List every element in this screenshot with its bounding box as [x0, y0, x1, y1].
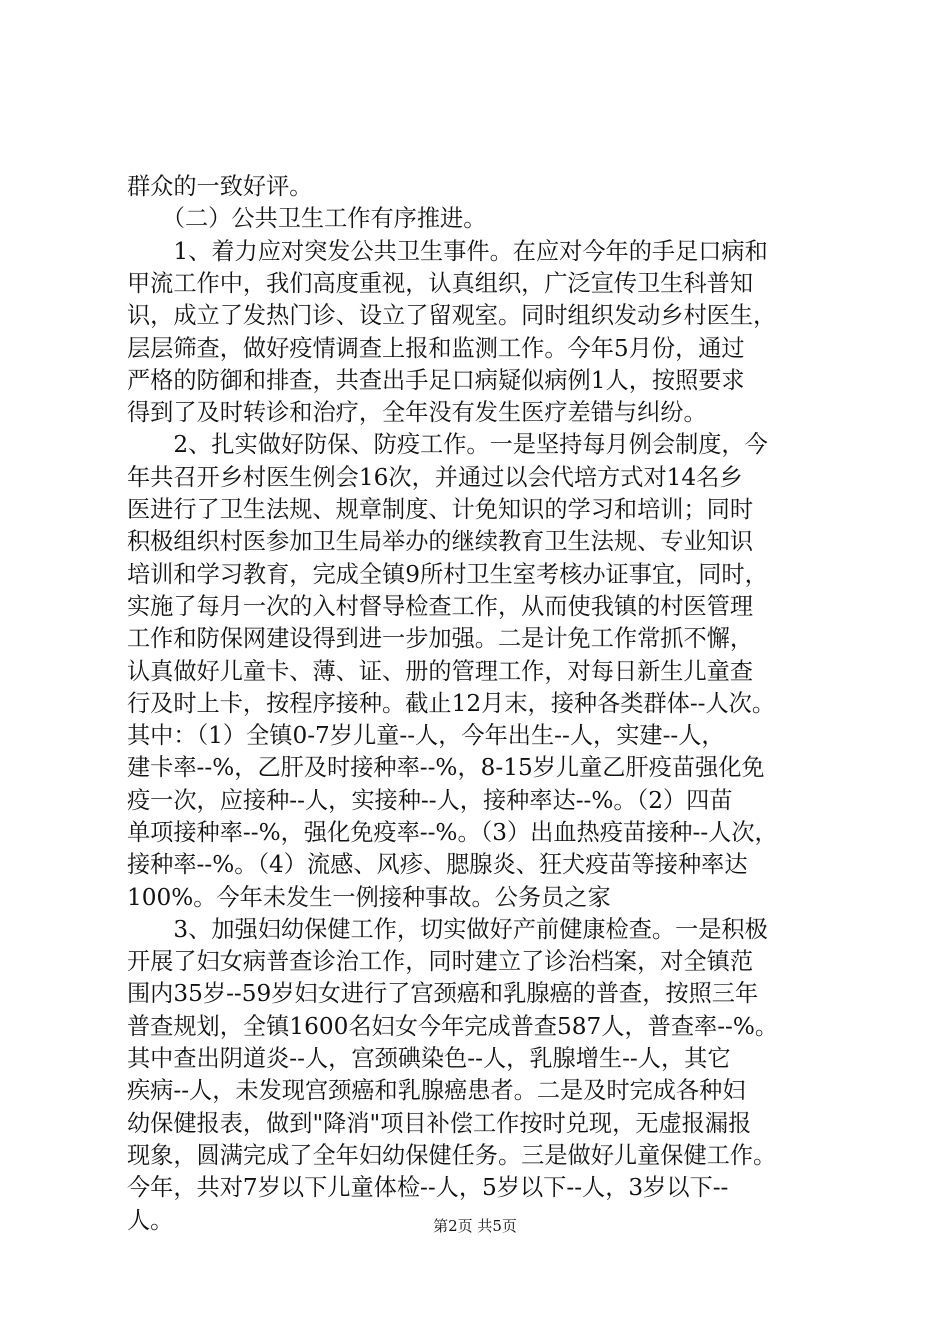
text-line: 医进行了卫生法规、规章制度、计免知识的学习和培训；同时 — [127, 496, 754, 523]
text-line: 建卡率--%，乙肝及时接种率--%，8-15岁儿童乙肝疫苗强化免 — [127, 754, 765, 781]
text-line: 其中：（1）全镇0-7岁儿童--人，今年出生--人，实建--人， — [127, 722, 725, 749]
page-footer: 第2页 共5页 — [433, 1217, 517, 1235]
text-line: 得到了及时转诊和治疗，全年没有发生医疗差错与纠纷。 — [127, 399, 707, 426]
text-line: 工作和防保网建设得到进一步加强。二是计免工作常抓不懈， — [127, 625, 754, 652]
text-line: 其中查出阴道炎--人，宫颈碘染色--人，乳腺增生--人，其它 — [127, 1045, 731, 1072]
text-line: 人。 — [127, 1207, 174, 1234]
text-line: 100%。今年未发生一例接种事故。公务员之家 — [127, 884, 611, 911]
text-line: 1、着力应对突发公共卫生事件。在应对今年的手足口病和 — [127, 238, 768, 265]
text-line: 群众的一致好评。 — [127, 173, 313, 200]
text-line: 接种率--%。（4）流感、风疹、腮腺炎、狂犬疫苗等接种率达 — [127, 851, 748, 878]
text-line: 积极组织村医参加卫生局举办的继续教育卫生法规、专业知识 — [127, 528, 754, 555]
text-line: 2、扎实做好防保、防疫工作。一是坚持每月例会制度，今 — [127, 431, 768, 458]
text-line: 疫一次，应接种--人，实接种--人，接种率达--%。（2）四苗 — [127, 787, 733, 814]
text-line: 单项接种率--%，强化免疫率--%。（3）出血热疫苗接种--人次， — [127, 819, 778, 846]
text-line: 3、加强妇幼保健工作，切实做好产前健康检查。一是积极 — [127, 916, 768, 943]
text-line: 年共召开乡村医生例会16次，并通过以会代培方式对14名乡 — [127, 464, 743, 491]
text-line: 普查规划，全镇1600名妇女今年完成普查587人，普查率--%。 — [127, 1013, 779, 1040]
text-line: 幼保健报表，做到"降消"项目补偿工作按时兑现，无虚报漏报 — [127, 1110, 752, 1137]
text-line: 甲流工作中，我们高度重视，认真组织，广泛宣传卫生科普知 — [127, 270, 754, 297]
text-line: 疾病--人，未发现宫颈癌和乳腺癌患者。二是及时完成各种妇 — [127, 1077, 746, 1104]
text-line: 层层筛查，做好疫情调查上报和监测工作。今年5月份，通过 — [127, 335, 745, 362]
text-line: 现象，圆满完成了全年妇幼保健任务。三是做好儿童保健工作。 — [127, 1142, 777, 1169]
text-line: （二）公共卫生工作有序推进。 — [127, 205, 487, 232]
text-line: 围内35岁--59岁妇女进行了宫颈癌和乳腺癌的普查，按照三年 — [127, 980, 759, 1007]
text-line: 严格的防御和排查，共查出手足口病疑似病例1人，按照要求 — [127, 367, 745, 394]
text-line: 今年，共对7岁以下儿童体检--人，5岁以下--人，3岁以下-- — [127, 1174, 729, 1201]
text-line: 认真做好儿童卡、薄、证、册的管理工作，对每日新生儿童查 — [127, 658, 754, 685]
text-line: 培训和学习教育，完成全镇9所村卫生室考核办证事宜，同时， — [127, 561, 768, 588]
text-line: 行及时上卡，按程序接种。截止12月末，接种各类群体--人次。 — [127, 690, 776, 717]
text-line: 识，成立了发热门诊、设立了留观室。同时组织发动乡村医生， — [127, 302, 777, 329]
text-line: 开展了妇女病普查诊治工作，同时建立了诊治档案，对全镇范 — [127, 948, 754, 975]
text-line: 实施了每月一次的入村督导检查工作，从而使我镇的村医管理 — [127, 593, 754, 620]
